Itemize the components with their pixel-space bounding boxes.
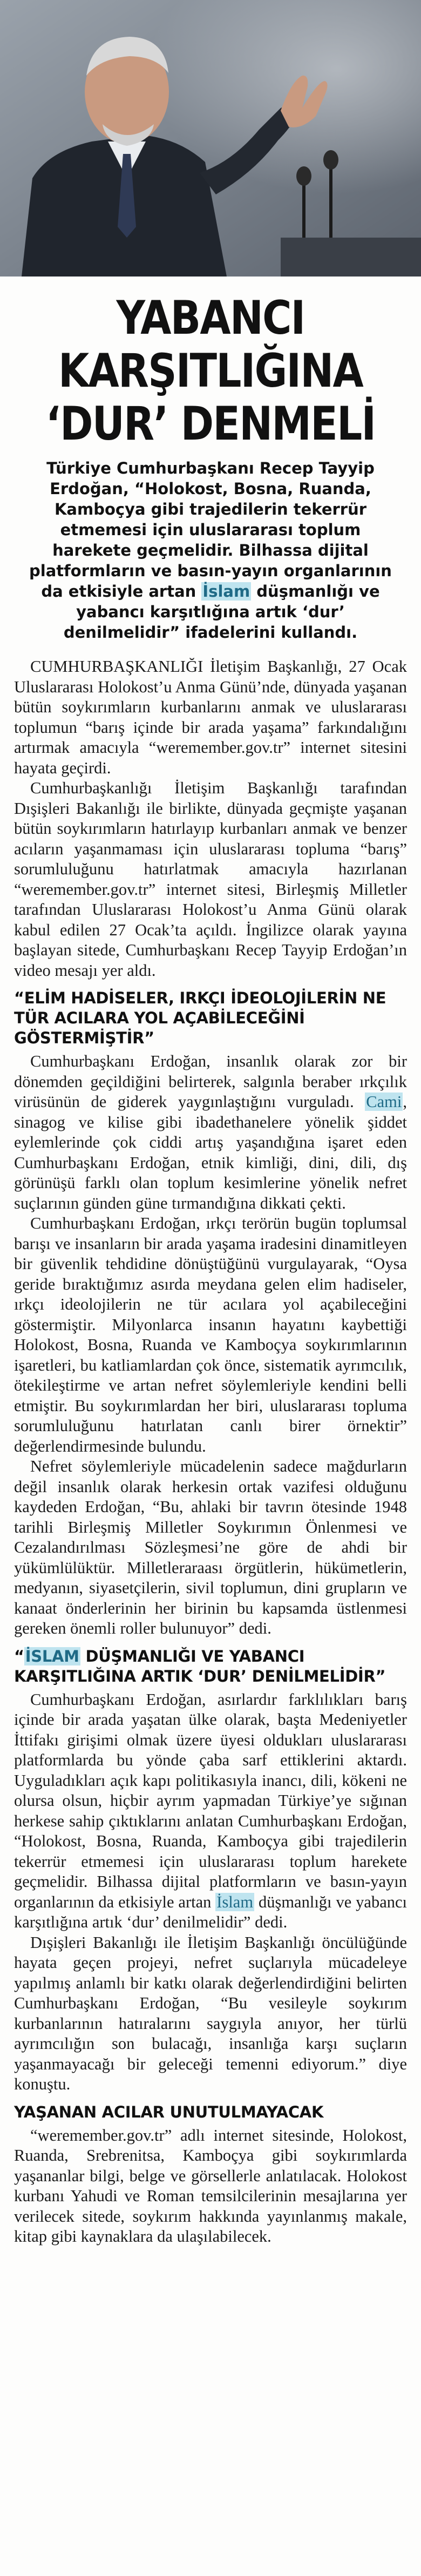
subheading-2 <box>14 1647 407 1687</box>
body-paragraph-7: Dışişleri Bakanlığı ile İletişim Başkanlığı öncülüğünde hayata geçen projeyi, nefret suçlarıyla mücadeleye yapılmış anlamlı bir katkı olarak değerlendirdiğini belirten Cumhurbaşkanı Erdoğan, “Bu vesileyle soykırım kurbanlarının hatıralarını saygıyla anıyor, her türlü ayrımcılığın son bulacağı, insanlığa karşı suçların yaşanmayacağı bir geleceği temenni ediyorum.” diye konuştu. <box>14 1933 407 2093</box>
lead-text-a: Türkiye Cumhurbaşkanı Recep Tayyip Erdoğan, “Holokost, Bosna, Ruanda, Kamboçya gibi trajedilerin tekerrür etmemesi için uluslararası toplum harekete geçmelidir. Bilhassa dijital platformların ve basın-yayın organlarının da etkisiyle artan <box>29 459 392 601</box>
p6-text-a: Cumhurbaşkanı Erdoğan, asırlardır farklılıkları barış içinde bir arada yaşatan ülke olarak, başta Medeniyetler İttifakı girişimi olmak üzere üyesi oldukları uluslararası platformlarda bu yönde çaba sarf ettiklerini aktardı. Uyguladıkları açık kapı politikasıyla inancı, dili, kökeni ne olursa olsun, hiçbir ayrım yapmadan Türkiye’ye sığınan herkese sahip çıktıklarını anlatan Cumhurbaşkanı Erdoğan, “Holokost, Bosna, Ruanda, Kamboçya gibi trajedilerin tekerrür etmemesi için uluslararası toplum harekete geçmelidir. Bilhassa dijital platformların ve basın-yayın organlarının da etkisiyle artan <box>14 1690 407 1911</box>
headline <box>30 292 392 450</box>
p6-highlight: İslam <box>216 1892 254 1911</box>
body-paragraph-4: Cumhurbaşkanı Erdoğan, ırkçı terörün bugün toplumsal barışı ve insanların bir arada yaşama iradesini dinamitleyen bir güvenlik tehdidine dönüştüğünü vurgulayarak, “Oysa geride bıraktığımız asırda meydana gelen elim hadiseler, ırkçı ideolojilerin ne tür acılara yol açabileceğini göstermiştir. Milyonlarca insanın hayatını kaybettiği Holokost, Bosna, Ruanda ve Kamboçya soykırımlarının işaretleri, bu katliamlardan çok önce, sistematik ayrımcılık, ötekileştirme ve artan nefret söylemleriyle kendini belli etmiştir. Bu soykırımlardan her biri, uluslararası topluma sorumluluğunu hatırlatan canlı birer örnektir” değerlendirmesinde bulundu. <box>14 1214 407 1455</box>
p3-highlight: Cami <box>366 1093 402 1111</box>
sub2-open-quote: “ <box>14 1647 24 1665</box>
subheading-1: “ELİM HADİSELER, IRKÇI İDEOLOJİLERİN NE TÜR ACILARA YOL AÇABİLECEĞİNİ GÖSTERMİŞTİR” <box>14 989 386 1047</box>
body-paragraph-2: Cumhurbaşkanlığı İletişim Başkanlığı tarafından Dışişleri Bakanlığı ile birlikte, dünyada geçmişte yaşanan bütün soykırımların hatırlayıp kurbanları anmak ve benzer acıların yaşanmaması için uluslararası topluma “barış” sorumluluğunu hatırlatmak amacıyla hazırlanan “weremember.gov.tr” internet sitesi, Birleşmiş Milletler tarafından Uluslararası Holokost’u Anma Günü olarak kabul edilen 27 Ocak’ta açıldı. İngilizce olarak yayına başlayan sitede, Cumhurbaşkanı Recep Tayyip Erdoğan’ın video mesajı yer aldı. <box>14 779 407 980</box>
article-body <box>14 657 407 2247</box>
headline-line-2: KARŞITLIĞINA <box>58 344 363 398</box>
headline-line-1: YABANCI <box>116 291 305 345</box>
body-paragraph-3 <box>14 1051 407 1213</box>
body-paragraph-5: Nefret söylemleriyle mücadelenin sadece mağdurların değil insanlık olarak herkesin ortak vazifesi olduğunu kaydeden Erdoğan, “Bu, ahlaki bir tavrın ötesinde 1948 tarihli Birleşmiş Milletler Soykırımın Önlenmesi ve Cezalandırılması Sözleşmesi’ne göre de ahdi bir yükümlülüktür. Milletleraraası örgütlerin, hükümetlerin, medyanın, siyasetçilerin, sivil toplumun, dini grupların ve kanaat önderlerinin her birinin bu kapsamda üstlenmesi gereken önemli roller bulunuyor” dedi. <box>14 1457 407 1637</box>
p3-text-b: , sinagog ve kilise gibi ibadethanelere yönelik şiddet eylemlerinde çok ciddi artış yaşandığına işaret eden Cumhurbaşkanı Erdoğan, etnik kimliği, dini, dili, dış görünüşü farklı olan toplum kesimlerine yönelik nefret suçlarının günden güne tırmandığına dikkati çekti. <box>14 1093 407 1212</box>
p6-text-b: düşmanlığı ve yabancı karşıtlığına artık ‘dur’ denilmelidir” dedi. <box>14 1892 407 1931</box>
article-photo <box>0 0 421 277</box>
subheading-3: YAŞANAN ACILAR UNUTULMAYACAK <box>14 2102 324 2121</box>
p3-text-a: Cumhurbaşkanı Erdoğan, insanlık olarak zor bir dönemden geçildiğini belirterek, salgınla beraber ırkçılık virüsünün de giderek yaygınlaştığını vurguladı. <box>14 1052 407 1111</box>
sub2-text: DÜŞMANLIĞI VE YABANCI KARŞITLIĞINA ARTIK ‘DUR’ DENİLMELİDİR” <box>14 1647 386 1685</box>
lead-paragraph <box>28 458 393 643</box>
speaker-photo-illustration <box>0 0 421 277</box>
body-paragraph-1: CUMHURBAŞKANLIĞI İletişim Başkanlığı, 27 Ocak Uluslararası Holokost’u Anma Günü’nde, dünyada yaşanan bütün soykırımların kurbanlarını anmak ve uluslararası toplumun “barış içinde bir arada yaşama” farkındalığını artırmak amacıyla “weremember.gov.tr” internet sitesini hayata geçirdi. <box>14 657 407 777</box>
headline-line-3: ‘DUR’ DENMELİ <box>45 397 376 451</box>
sub2-highlight: İSLAM <box>25 1647 79 1665</box>
article-lead <box>28 458 393 643</box>
body-paragraph-8: “weremember.gov.tr” adlı internet sitesinde, Holokost, Ruanda, Srebrenitsa, Kamboçya gibi soykırımlarda yaşananlar bilgi, belge ve görsellerle anlatılacak. Holokost kurbanı Yahudi ve Roman temsilcilerinin mesajlarına yer verilecek sitede, soykırım hakkında yayınlanmış makale, kitap gibi kaynaklara da ulaşılabilecek. <box>14 2126 407 2245</box>
lead-highlight: İslam <box>202 582 250 601</box>
body-paragraph-6 <box>14 1690 407 1933</box>
lead-text-b: düşmanlığı ve yabancı karşıtlığına artık ‘dur’ denilmelidir” ifadelerini kullandı. <box>63 582 380 642</box>
